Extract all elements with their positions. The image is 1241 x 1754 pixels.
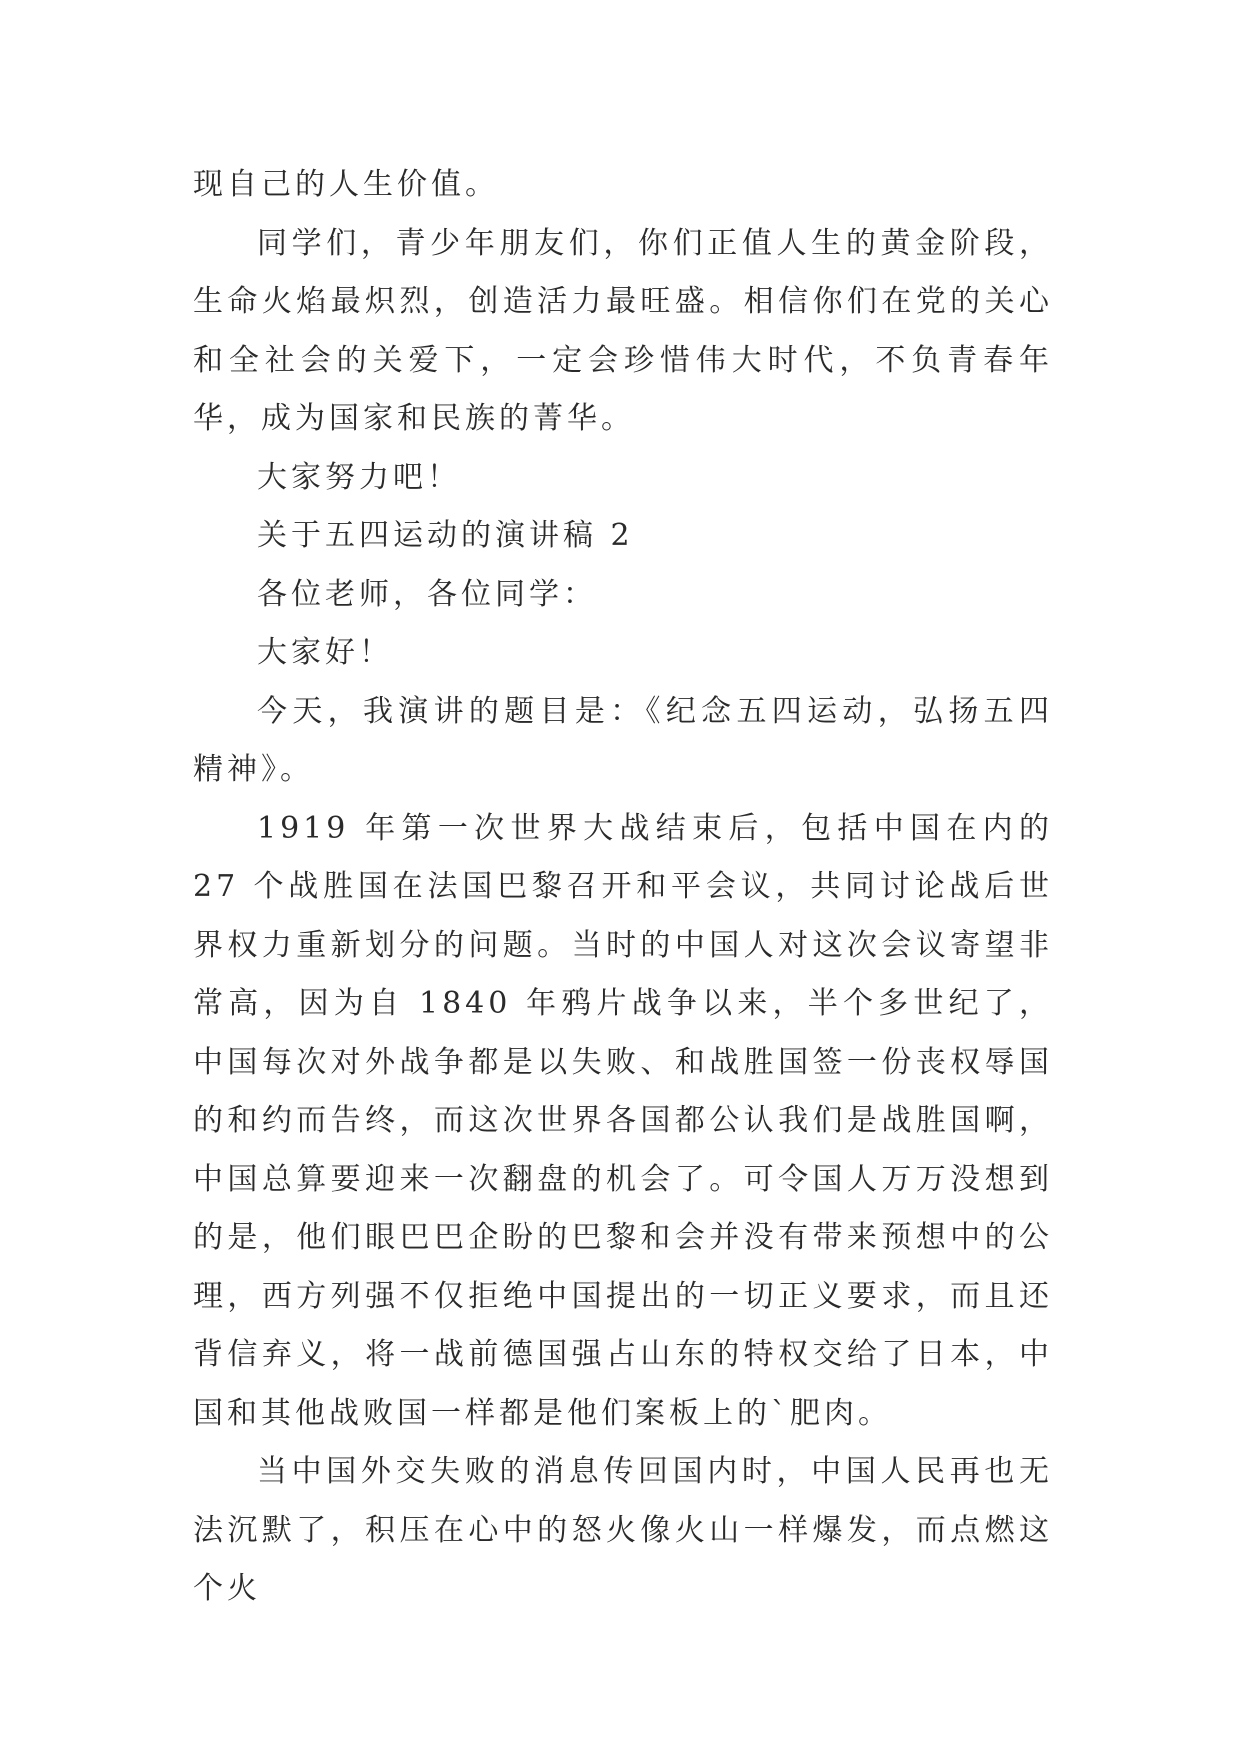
speech-topic: 今天，我演讲的题目是：《纪念五四运动，弘扬五四精神》。 [193, 693, 1053, 787]
paragraph-3: 大家努力吧！ [257, 459, 461, 495]
paragraph-2: 同学们，青少年朋友们，你们正值人生的黄金阶段，生命火焰最炽烈，创造活力最旺盛。相信你们在党的关心和全社会的关爱下，一定会珍惜伟大时代，不负青春年华，成为国家和民族的菁华。 [193, 225, 1053, 436]
paragraph-1: 现自己的人生价值。 [193, 167, 499, 202]
salutation: 各位老师，各位同学： [257, 576, 597, 612]
paragraph-history: 1919 年第一次世界大战结束后，包括中国在内的 27 个战胜国在法国巴黎召开和平会议，共同讨论战后世界权力重新划分的问题。当时的中国人对这次会议寄望非常高，因为自 1840 年鸦片战争以来，半个多世纪了，中国每次对外战争都是以失败、和战胜国签一份丧权辱国的和约而告终，而这次世界各国都公认我们是战胜国啊，中国总算要迎来一次翻盘的机会了。可令国人万万没想到的是，他们眼巴巴企盼的巴黎和会并没有带来预想中的公理，西方列强不仅拒绝中国提出的一切正义要求，而且还背信弃义，将一战前德国强占山东的特权交给了日本，中国和其他战败国一样都是他们案板上的`肥肉。 [193, 810, 1053, 1431]
greeting: 大家好！ [257, 635, 393, 670]
document-body [193, 156, 1053, 1619]
section-title: 关于五四运动的演讲稿 2 [257, 518, 634, 553]
paragraph-last: 当中国外交失败的消息传回国内时，中国人民再也无法沉默了，积压在心中的怒火像火山一样爆发，而点燃这个火 [193, 1454, 1053, 1606]
